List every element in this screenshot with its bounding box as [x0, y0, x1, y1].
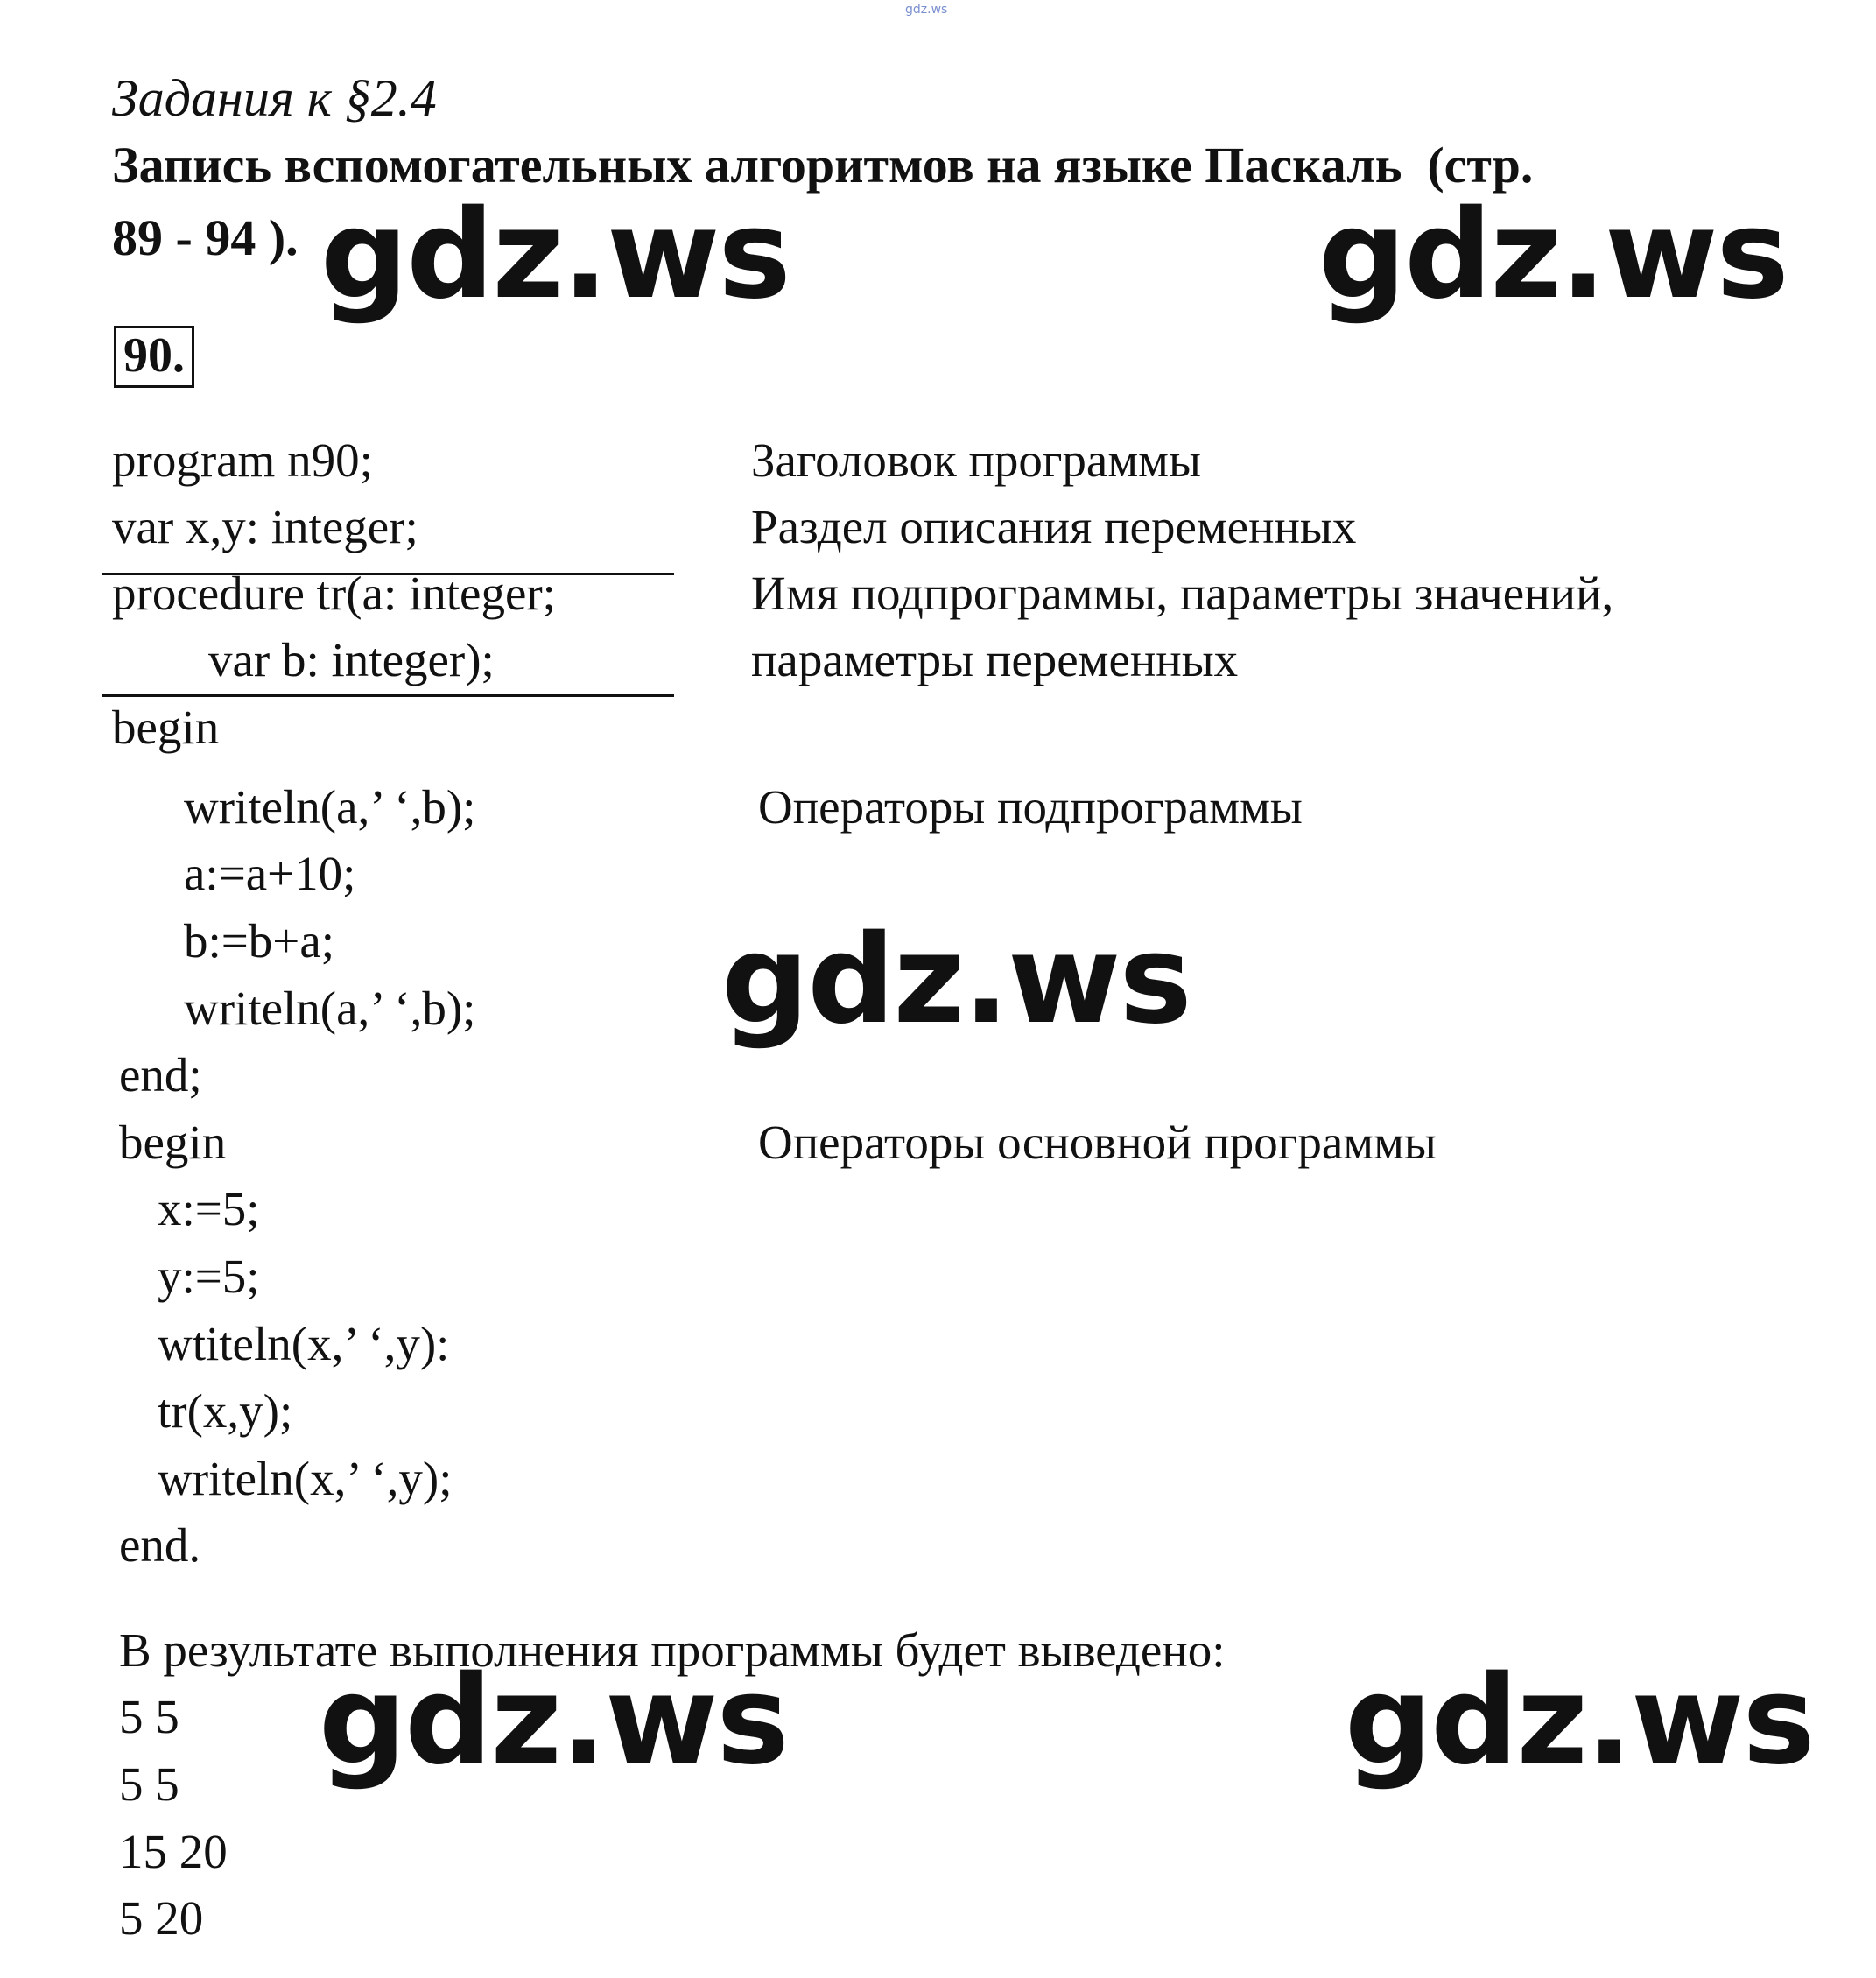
- code-line: writeln(x,’ ‘,y);: [158, 1452, 453, 1505]
- comment-main-ops: Операторы основной программы: [758, 1116, 1437, 1169]
- divider-line-bottom: [102, 694, 674, 697]
- comment-program-header: Заголовок программы: [751, 433, 1201, 487]
- code-line: var x,y: integer;: [112, 500, 418, 553]
- comment-var-params: параметры переменных: [751, 633, 1239, 686]
- code-line: y:=5;: [158, 1249, 260, 1303]
- comment-procedure-params: Имя подпрограммы, параметры значений,: [751, 567, 1614, 620]
- code-line: end;: [119, 1048, 202, 1102]
- result-line: 5 5: [119, 1757, 179, 1811]
- code-line: procedure tr(a: integer;: [112, 567, 556, 620]
- section-title-line-2: 89 - 94 ).: [112, 209, 299, 266]
- code-line: writeln(a,’ ‘,b);: [184, 982, 476, 1035]
- code-line: begin: [119, 1116, 227, 1169]
- watermark: gdz.ws: [1318, 184, 1788, 327]
- comment-var-section: Раздел описания переменных: [751, 500, 1357, 553]
- task-number-box: 90.: [114, 326, 194, 388]
- watermark: gdz.ws: [320, 184, 790, 327]
- code-line: wtiteln(x,’ ‘,y):: [158, 1317, 450, 1370]
- code-line: writeln(a,’ ‘,b);: [184, 780, 476, 834]
- section-subtitle: Задания к §2.4: [112, 69, 437, 127]
- result-line: 15 20: [119, 1825, 228, 1878]
- code-line: begin: [112, 700, 220, 754]
- code-line: var b: integer);: [112, 633, 495, 686]
- code-line: end.: [119, 1518, 201, 1572]
- code-line: program n90;: [112, 433, 373, 487]
- code-line: tr(x,y);: [158, 1384, 293, 1438]
- watermark: gdz.ws: [319, 1650, 788, 1792]
- result-label: В результате выполнения программы будет выведено:: [119, 1623, 1226, 1677]
- section-title-line-1: Запись вспомогательных алгоритмов на языке Паскаль (стр.: [112, 137, 1534, 194]
- watermark: gdz.ws: [721, 909, 1191, 1052]
- watermark: gdz.ws: [1345, 1650, 1814, 1792]
- code-line: a:=a+10;: [184, 847, 356, 900]
- result-line: 5 5: [119, 1690, 179, 1743]
- result-line: 5 20: [119, 1891, 204, 1945]
- code-line: b:=b+a;: [184, 914, 335, 968]
- code-line: x:=5;: [158, 1182, 260, 1235]
- comment-subprogram-ops: Операторы подпрограммы: [758, 780, 1303, 834]
- top-watermark: gdz.ws: [905, 3, 948, 17]
